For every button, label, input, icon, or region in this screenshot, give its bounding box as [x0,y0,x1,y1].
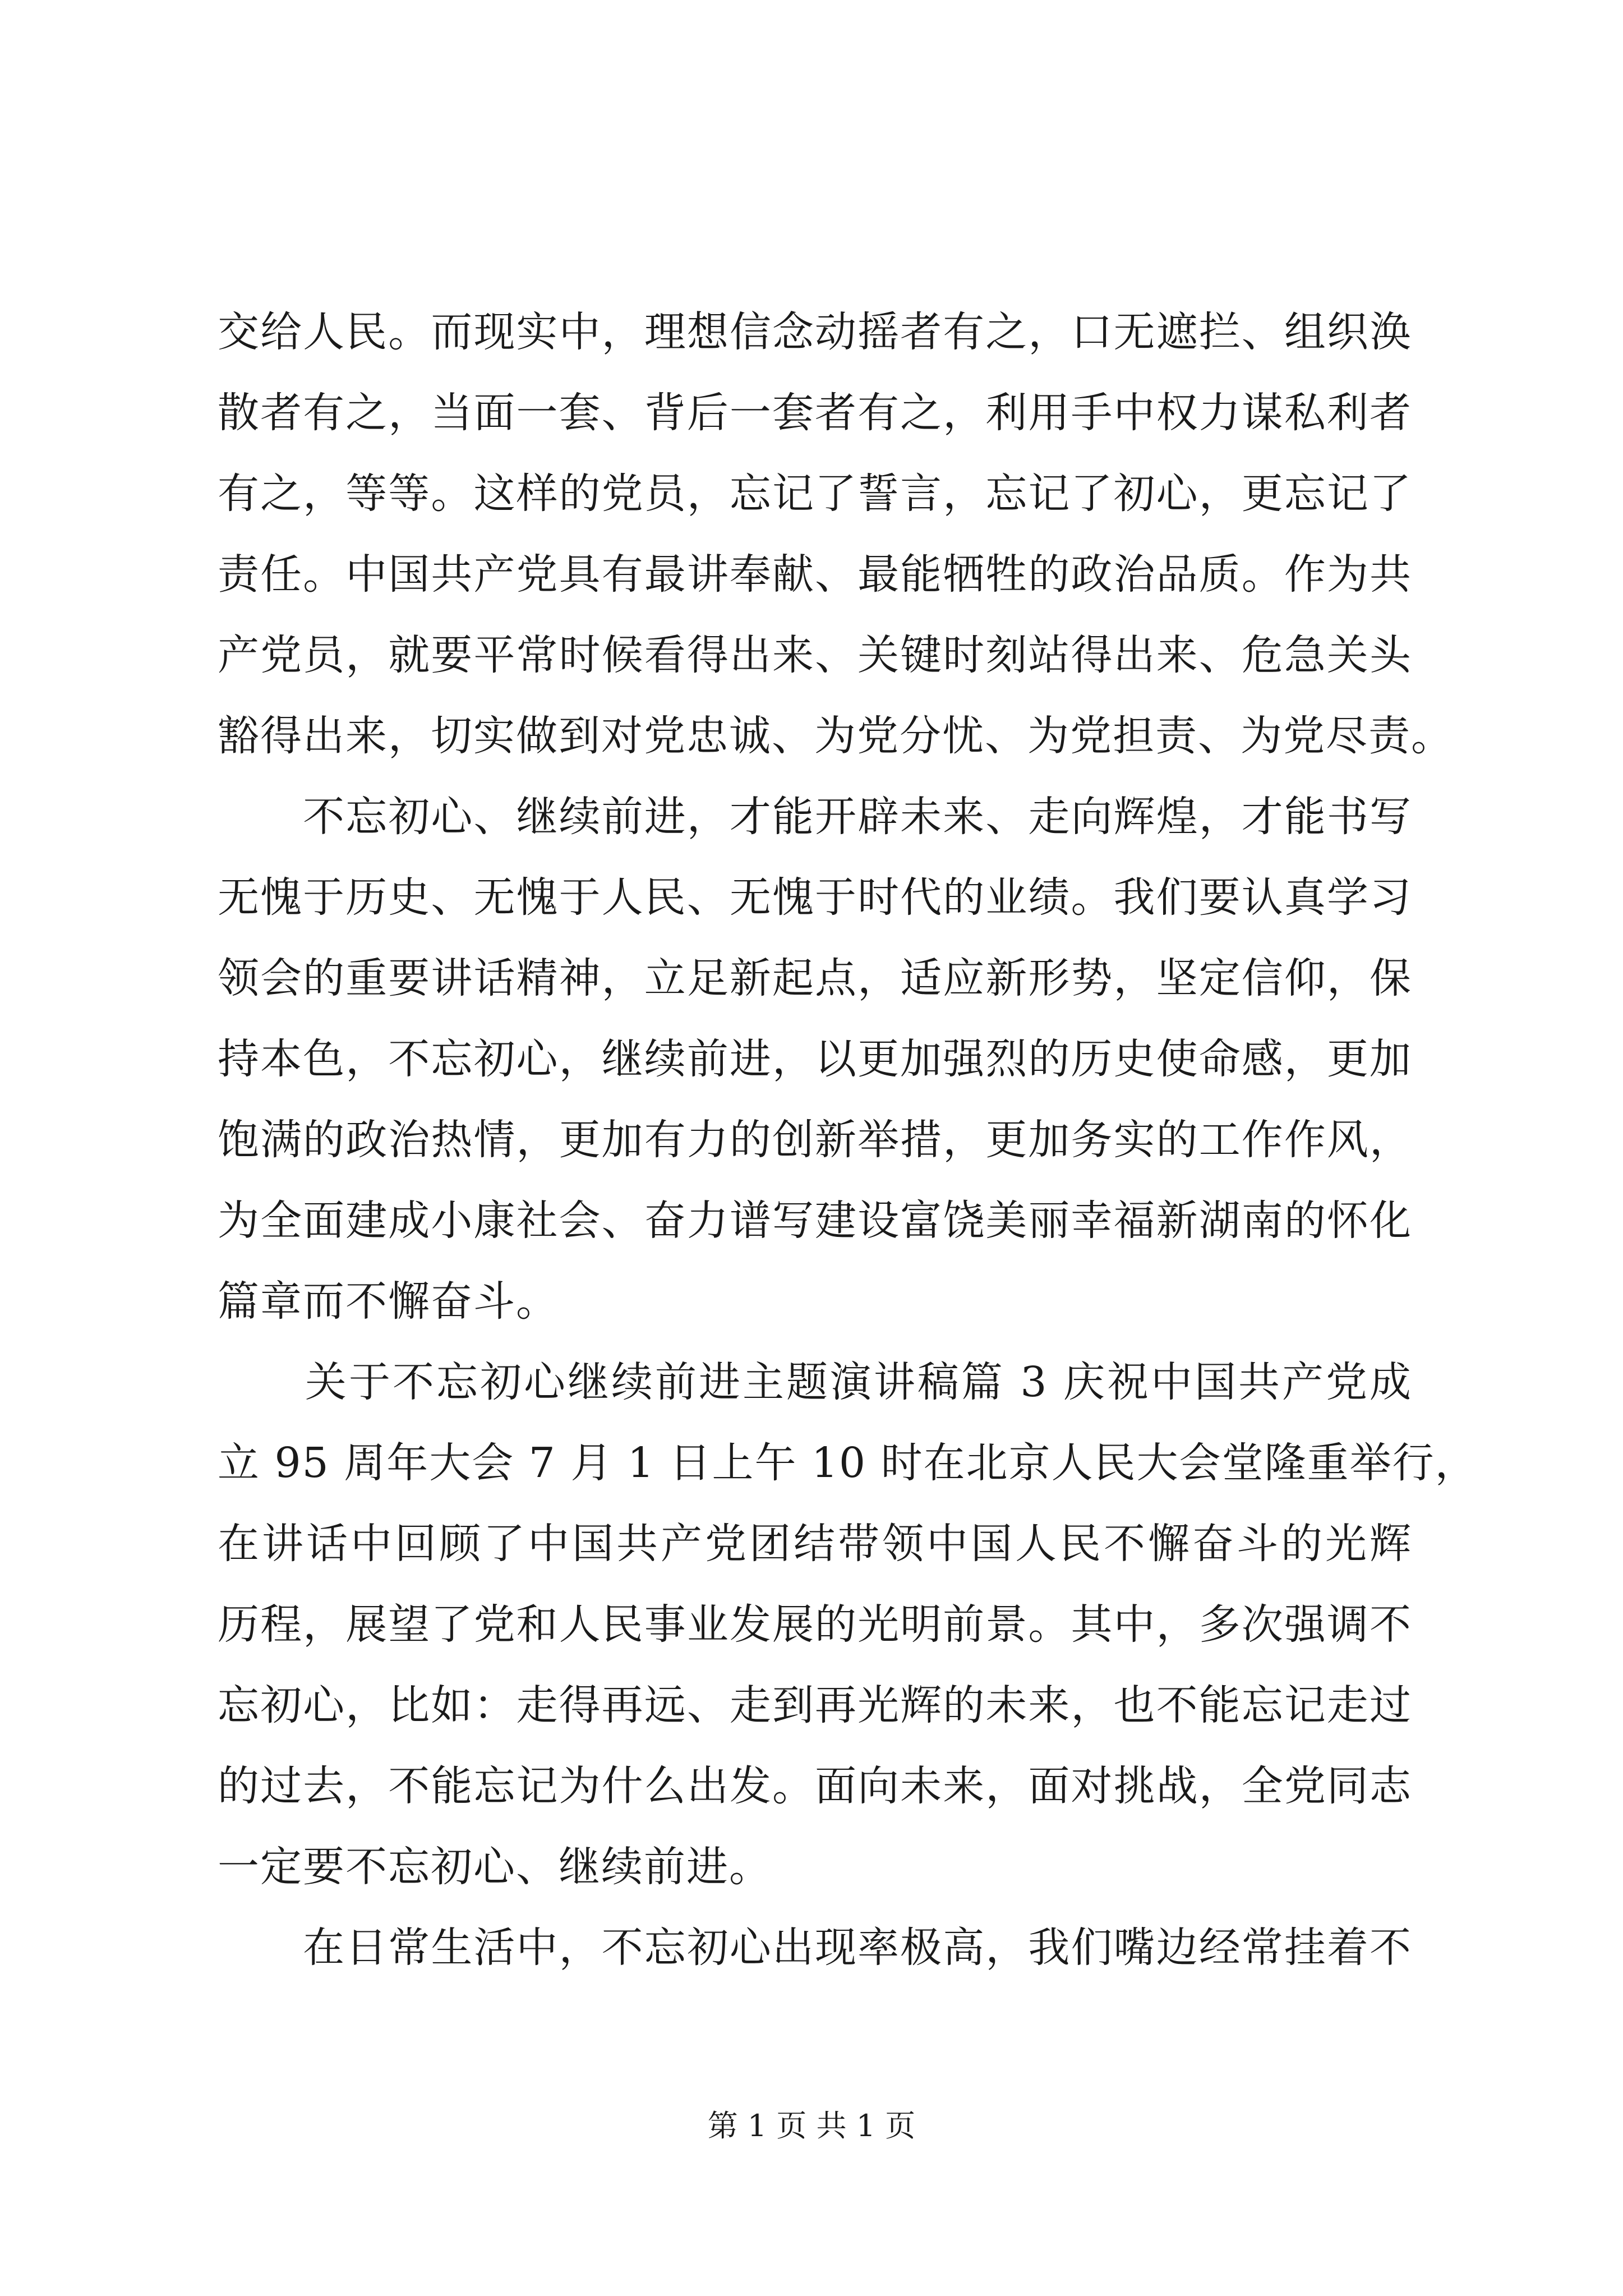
text-line: 领会的重要讲话精神，立足新起点，适应新形势，坚定信仰，保 [218,954,1412,1002]
text-line: 无愧于历史、无愧于人民、无愧于时代的业绩。我们要认真学习 [218,873,1412,922]
text-line: 饱满的政治热情，更加有力的创新举措，更加务实的工作作风， [218,1116,1412,1164]
text-line: 忘初心，比如：走得再远、走到再光辉的未来，也不能忘记走过 [218,1681,1412,1729]
text-line: 有之，等等。这样的党员，忘记了誓言，忘记了初心，更忘记了 [218,470,1412,518]
text-line: 的过去，不能忘记为什么出发。面向未来，面对挑战，全党同志 [218,1762,1412,1810]
paragraph-end-line: 一定要不忘初心、继续前进。 [218,1843,772,1891]
text-line: 为全面建成小康社会、奋力谱写建设富饶美丽幸福新湖南的怀化 [218,1197,1412,1245]
paragraph-end-line: 篇章而不懈奋斗。 [218,1277,559,1326]
text-line: 立 95 周年大会 7 月 1 日上午 10 时在北京人民大会堂隆重举行， [218,1439,1478,1487]
text-line: 在讲话中回顾了中国共产党团结带领中国人民不懈奋斗的光辉 [218,1520,1412,1568]
paragraph-start-line: 关于不忘初心继续前进主题演讲稿篇 3 庆祝中国共产党成 [218,1358,1412,1406]
text-line: 持本色，不忘初心，继续前进，以更加强烈的历史使命感，更加 [218,1035,1412,1083]
text-line: 散者有之，当面一套、背后一套者有之，利用手中权力谋私利者 [218,389,1412,437]
text-line: 交给人民。而现实中，理想信念动摇者有之，口无遮拦、组织涣 [218,308,1412,356]
text-line: 历程，展望了党和人民事业发展的光明前景。其中，多次强调不 [218,1600,1412,1649]
text-line: 责任。中国共产党具有最讲奉献、最能牺牲的政治品质。作为共 [218,550,1412,599]
text-line: 产党员，就要平常时候看得出来、关键时刻站得出来、危急关头 [218,631,1412,679]
page-footer: 第 1 页 共 1 页 [707,2108,916,2143]
paragraph-start-line: 在日常生活中，不忘初心出现率极高，我们嘴边经常挂着不 [218,1924,1412,1972]
text-line: 豁得出来，切实做到对党忠诚、为党分忧、为党担责、为党尽责。 [218,712,1454,760]
paragraph-start-line: 不忘初心、继续前进，才能开辟未来、走向辉煌，才能书写 [218,793,1412,841]
document-body [218,292,1478,1988]
